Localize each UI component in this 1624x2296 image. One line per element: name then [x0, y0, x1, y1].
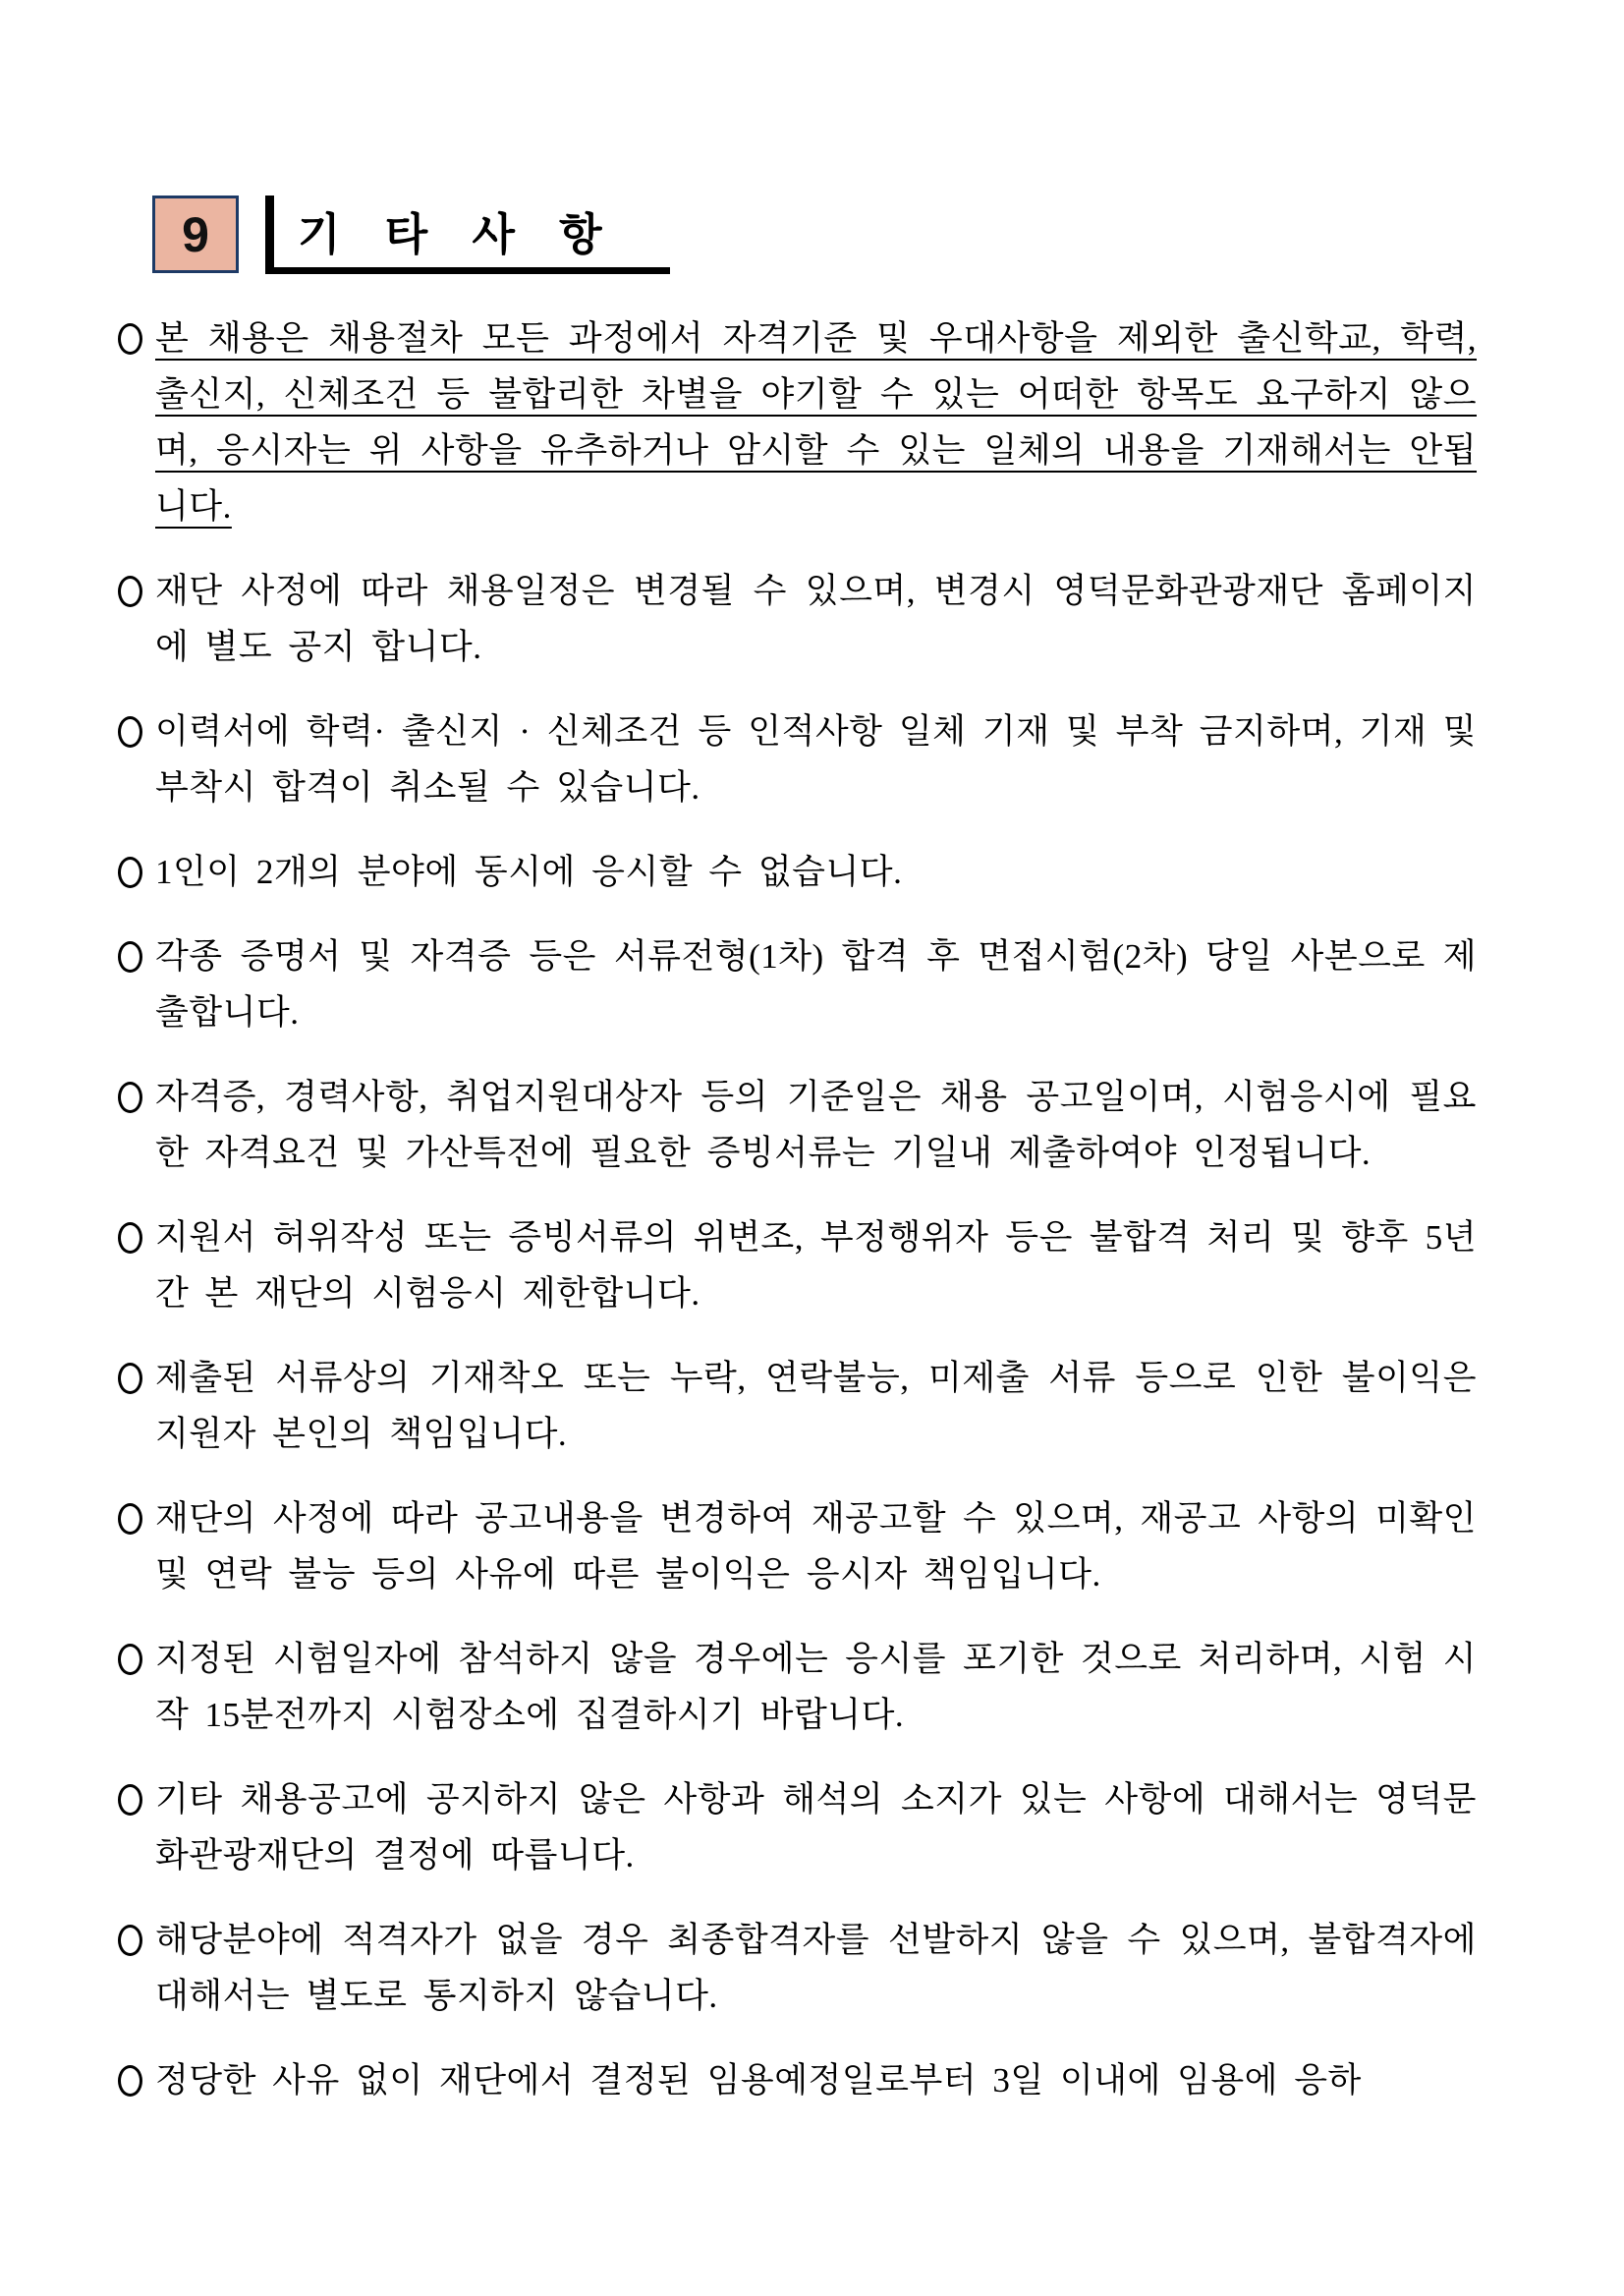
- circle-bullet-icon: [118, 1222, 142, 1254]
- item-text: 지정된 시험일자에 참석하지 않을 경우에는 응시를 포기한 것으로 처리하며, 시험 시작 15분전까지 시험장소에 집결하시기 바랍니다.: [155, 1640, 1477, 1734]
- list-item: [118, 1490, 1477, 1602]
- item-text: 정당한 사유 없이 재단에서 결정된 임용예정일로부터 3일 이내에 임용에 응하: [155, 2061, 1362, 2100]
- list-item: [118, 1631, 1477, 1743]
- list-item: [118, 703, 1477, 815]
- circle-bullet-icon: [118, 576, 142, 607]
- list-item: [118, 1350, 1477, 1462]
- list-item: [118, 1209, 1477, 1321]
- circle-bullet-icon: [118, 1363, 142, 1394]
- item-text: 제출된 서류상의 기재착오 또는 누락, 연락불능, 미제출 서류 등으로 인한 불이익은 지원자 본인의 책임입니다.: [155, 1359, 1477, 1453]
- item-text: 재단 사정에 따라 채용일정은 변경될 수 있으며, 변경시 영덕문화관광재단 홈페이지에 별도 공지 합니다.: [155, 572, 1477, 666]
- item-text: 각종 증명서 및 자격증 등은 서류전형(1차) 합격 후 면접시험(2차) 당일 사본으로 제출합니다.: [155, 937, 1477, 1032]
- item-text: 자격증, 경력사항, 취업지원대상자 등의 기준일은 채용 공고일이며, 시험응시에 필요한 자격요건 및 가산특전에 필요한 증빙서류는 기일내 제출하여야 인정됩니다.: [155, 1078, 1477, 1172]
- item-text: 해당분야에 적격자가 없을 경우 최종합격자를 선발하지 않을 수 있으며, 불합격자에 대해서는 별도로 통지하지 않습니다.: [155, 1921, 1477, 2015]
- circle-bullet-icon: [118, 1784, 142, 1816]
- item-text: 1인이 2개의 분야에 동시에 응시할 수 없습니다.: [155, 853, 903, 891]
- item-text: 지원서 허위작성 또는 증빙서류의 위변조, 부정행위자 등은 불합격 처리 및 향후 5년간 본 재단의 시험응시 제한합니다.: [155, 1218, 1477, 1313]
- circle-bullet-icon: [118, 1644, 142, 1675]
- circle-bullet-icon: [118, 1503, 142, 1535]
- circle-bullet-icon: [118, 941, 142, 973]
- circle-bullet-icon: [118, 716, 142, 748]
- list-item: [118, 2052, 1477, 2108]
- section-title: 기 타 사 항: [265, 196, 670, 274]
- item-text: 이력서에 학력· 출신지 · 신체조건 등 인적사항 일체 기재 및 부착 금지하며, 기재 및 부착시 합격이 취소될 수 있습니다.: [155, 712, 1477, 807]
- circle-bullet-icon: [118, 323, 142, 355]
- circle-bullet-icon: [118, 857, 142, 888]
- section-header: [152, 196, 1477, 274]
- list-item: [118, 1069, 1477, 1181]
- section-number-box: 9: [152, 196, 239, 273]
- item-text: 기타 채용공고에 공지하지 않은 사항과 해석의 소지가 있는 사항에 대해서는 영덕문화관광재단의 결정에 따릅니다.: [155, 1780, 1477, 1875]
- item-text: 재단의 사정에 따라 공고내용을 변경하여 재공고할 수 있으며, 재공고 사항의 미확인 및 연락 불능 등의 사유에 따른 불이익은 응시자 책임입니다.: [155, 1499, 1477, 1594]
- list-item: [118, 1912, 1477, 2024]
- items-list: [118, 310, 1477, 2108]
- list-item: [118, 1771, 1477, 1883]
- list-item: [118, 310, 1477, 534]
- item-text: 본 채용은 채용절차 모든 과정에서 자격기준 및 우대사항을 제외한 출신학교, 학력, 출신지, 신체조건 등 불합리한 차별을 야기할 수 있는 어떠한 항목도 요구하지 않으며, 응시자는 위 사항을 유추하거나 암시할 수 있는 일체의 내용을 기재해서는 안됩니다.: [155, 319, 1477, 526]
- circle-bullet-icon: [118, 1925, 142, 1956]
- circle-bullet-icon: [118, 2065, 142, 2097]
- circle-bullet-icon: [118, 1082, 142, 1113]
- list-item: [118, 563, 1477, 675]
- list-item: [118, 928, 1477, 1040]
- list-item: [118, 844, 1477, 900]
